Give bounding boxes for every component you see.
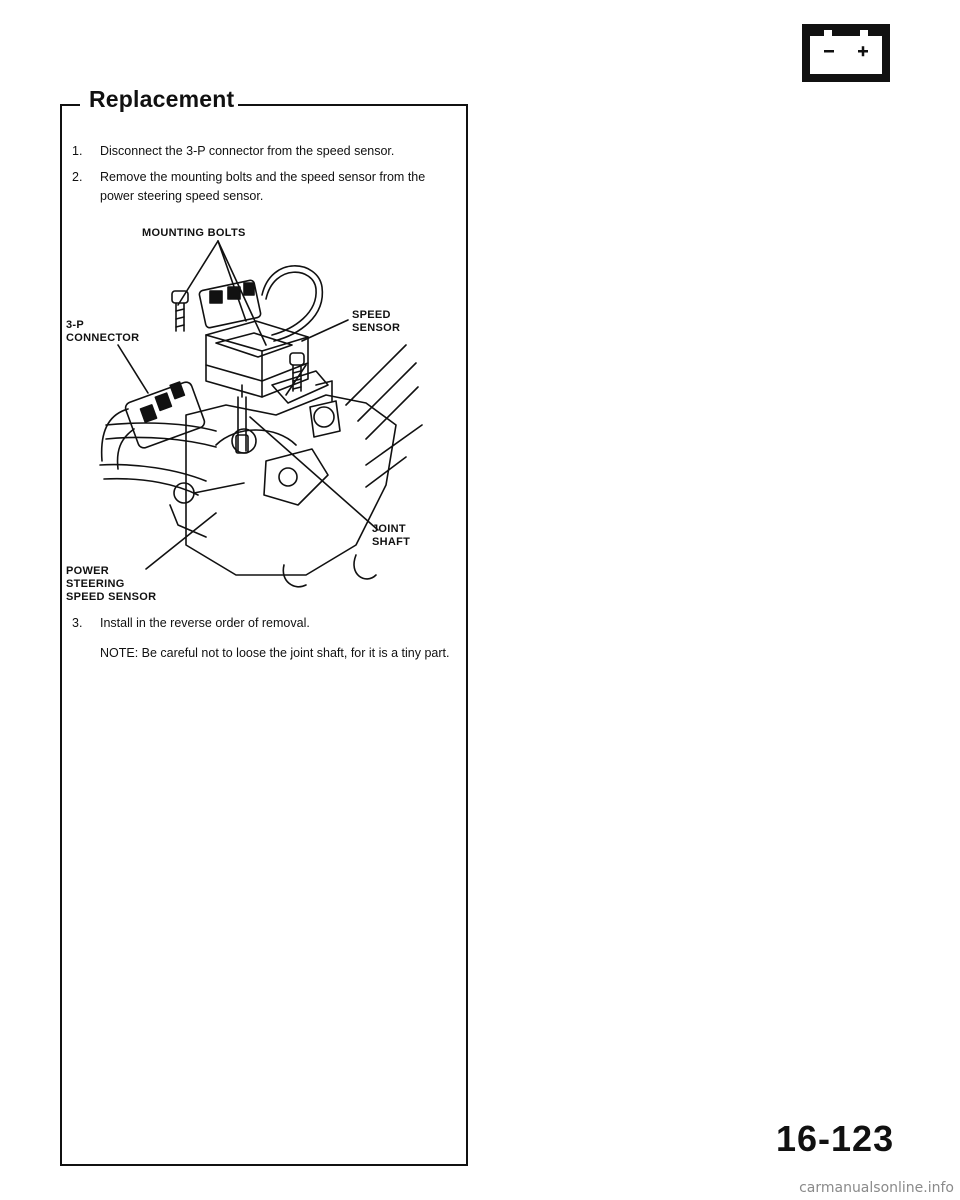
page-number: 16-123 bbox=[776, 1118, 895, 1159]
step-text: Install in the reverse order of removal. bbox=[100, 616, 310, 630]
step-text: Disconnect the 3-P connector from the speed sensor. bbox=[100, 144, 395, 158]
label-power-steering-speed-sensor: POWER STEERING SPEED SENSOR bbox=[66, 565, 157, 603]
step-number: 2. bbox=[72, 170, 83, 184]
label-joint-shaft: JOINT SHAFT bbox=[372, 523, 411, 548]
speed-sensor-diagram bbox=[66, 225, 460, 607]
step-number: 3. bbox=[72, 616, 83, 630]
watermark: carmanualsonline.info bbox=[799, 1180, 954, 1196]
label-mounting-bolts: MOUNTING BOLTS bbox=[142, 227, 246, 239]
step-text: Remove the mounting bolts and the speed sensor from the power steering speed sensor. bbox=[100, 170, 426, 203]
label-3p-connector: 3-P CONNECTOR bbox=[66, 319, 140, 344]
caution-note: NOTE: Be careful not to loose the joint shaft, for it is a tiny part. bbox=[100, 646, 450, 660]
frame-top-rule bbox=[60, 104, 80, 106]
section-title: Replacement bbox=[85, 86, 238, 113]
label-speed-sensor: SPEED SENSOR bbox=[352, 309, 401, 334]
sensor-illustration bbox=[66, 225, 460, 607]
step-number: 1. bbox=[72, 144, 83, 158]
battery-icon bbox=[800, 22, 892, 84]
frame-top-rule bbox=[224, 104, 466, 106]
